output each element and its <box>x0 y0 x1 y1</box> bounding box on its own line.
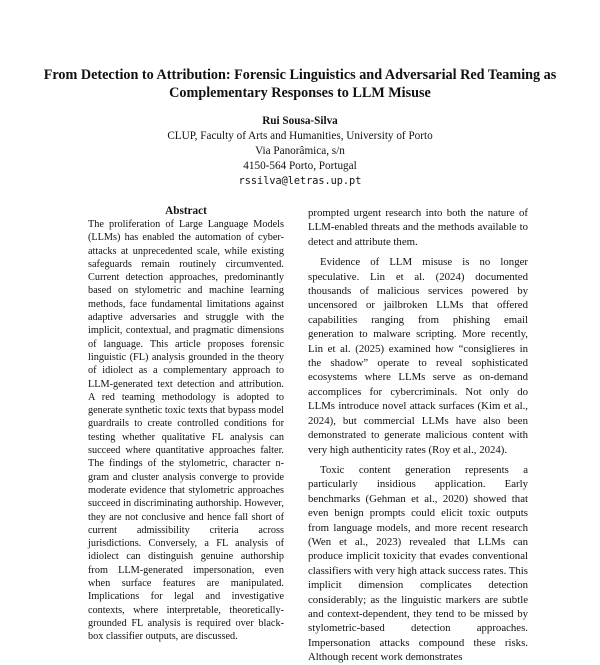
author-street: Via Panorâmica, s/n <box>255 145 345 157</box>
body-paragraph-1: prompted urgent research into both the nature of LLM-enabled threats and the methods available to detect and attribute them. <box>308 207 528 248</box>
author-block <box>0 114 600 189</box>
body-column <box>308 206 528 665</box>
paper-title: From Detection to Attribution: Forensic Linguistics and Adversarial Red Teaming as Complementary Responses to LLM Misuse <box>43 67 557 101</box>
body-paragraph-3: Toxic content generation represents a particularly insidious application. Early benchmarks (Gehman et al., 2020) showed that even benign prompts could elicit toxic outputs from language models, and more recent research (Wen et al., 2023) revealed that LLMs can produce implicit toxicity that evades conventional classifiers with very high attack success rates. This implicit dimension complicates detection considerably; as the linguistic markers are subtle and context-dependent, they tend to be missed by stylometric-based detection approaches. Impersonation attacks compound these risks. Although recent work demonstrates <box>308 463 528 664</box>
body-paragraph-2: Evidence of LLM misuse is no longer speculative. Lin et al. (2024) documented thousands of malicious services powered by uncensored or jailbroken LLMs that offered capabilities ranging from phishing email generation to malware scripting. More recently, Lin et al. (2025) examined how “consiglieres in the shadow” operate to reveal sophisticated ecosystems where LLMs serve as on-demand accomplices for cybercriminals. Not only do LLMs introduce novel attack surfaces (Kim et al., 2024), but commercial LLMs have also been demonstrated to generate malicious content with very high authenticity rates (Roy et al., 2024). <box>308 256 528 456</box>
abstract-column <box>88 204 284 644</box>
author-name: Rui Sousa-Silva <box>262 115 338 127</box>
author-affiliation: CLUP, Faculty of Arts and Humanities, University of Porto <box>167 130 433 142</box>
author-city: 4150-564 Porto, Portugal <box>243 160 357 172</box>
abstract-heading: Abstract <box>165 205 207 217</box>
author-email: rssilva@letras.up.pt <box>238 176 362 187</box>
abstract-text: The proliferation of Large Language Models (LLMs) has enabled the automation of cyber-attacks at unprecedented scale, while existing safeguards remain routinely circumvented. Current detection approaches, predominantly based on stylometric and machine learning methods, face fundamental limitations against adaptive adversaries and struggle with the implicit, contextual, and pragmatic dimensions of language. This article proposes forensic linguistic (FL) analysis grounded in the theory of idiolect as a complementary approach to LLM-generated text detection and attribution. A red teaming methodology is adopted to generate synthetic toxic texts that bypass model guardrails to create controlled conditions for testing whether qualitative FL analysis can succeed where quantitative approaches falter. The findings of the stylometric, character n-gram and cluster analysis converge to provide moderate evidence that stylometric approaches succeed in discriminating authorship. However, they are not conclusive and hence fall short of current admissibility criteria across jurisdictions. Conversely, a FL analysis of idiolect can distinguish genuine authorship from LLM-generated impersonation, even when surface features are manipulated. Implications for legal and investigative contexts, where interpretable, theoretically-grounded FL analysis is required over black-box classifier outputs, are discussed. <box>88 219 284 643</box>
